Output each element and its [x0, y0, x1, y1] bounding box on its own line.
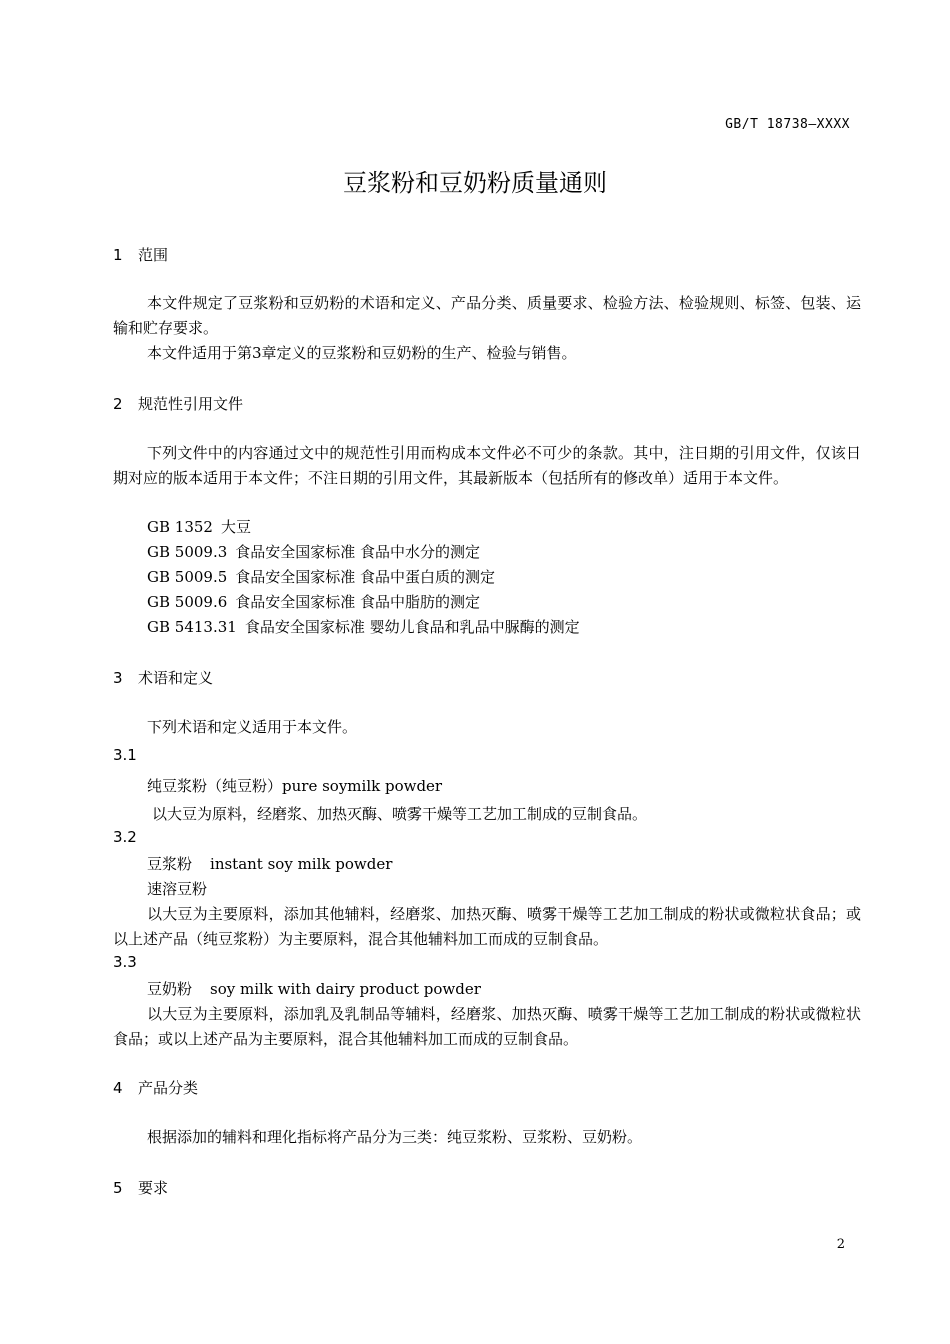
term-alternative: 速溶豆粉 [147, 880, 208, 898]
section-4-heading [113, 1077, 198, 1098]
reference-code: GB 5009.5 [147, 568, 228, 586]
reference-item [147, 616, 580, 637]
term-zh: 豆奶粉 [147, 980, 193, 998]
reference-title: 食品安全国家标准 食品中脂肪的测定 [235, 593, 481, 611]
section-title: 产品分类 [138, 1079, 199, 1097]
term-zh: 纯豆浆粉（纯豆粉） [147, 777, 283, 795]
reference-code: GB 5009.6 [147, 593, 228, 611]
section-4-paragraph: 根据添加的辅料和理化指标将产品分为三类：纯豆浆粉、豆浆粉、豆奶粉。 [147, 1128, 643, 1146]
term-en: pure soymilk powder [282, 777, 443, 795]
reference-item [147, 516, 251, 537]
term-heading [147, 853, 392, 874]
section-number: 1 [113, 246, 123, 264]
section-1-paragraph-2: 本文件适用于第3章定义的豆浆粉和豆奶粉的生产、检验与销售。 [147, 344, 577, 362]
section-number: 4 [113, 1079, 123, 1097]
section-5-heading [113, 1177, 168, 1198]
section-title: 术语和定义 [138, 669, 214, 687]
section-number: 5 [113, 1179, 123, 1197]
term-number: 3.1 [113, 746, 137, 764]
section-2-paragraph: 下列文件中的内容通过文中的规范性引用而构成本文件必不可少的条款。其中，注日期的引用文件，仅该日期对应的版本适用于本文件；不注日期的引用文件，其最新版本（包括所有的修改单）适用于本文件。 [113, 444, 861, 487]
term-number: 3.2 [113, 828, 137, 846]
section-title: 要求 [138, 1179, 169, 1197]
reference-item [147, 566, 495, 587]
reference-item [147, 541, 480, 562]
reference-title: 大豆 [220, 518, 251, 536]
page-number: 2 [836, 1237, 845, 1252]
reference-code: GB 5009.3 [147, 543, 228, 561]
section-number: 2 [113, 395, 123, 413]
document-title: 豆浆粉和豆奶粉质量通则 [343, 169, 607, 197]
reference-title: 食品安全国家标准 婴幼儿食品和乳品中脲酶的测定 [244, 618, 580, 636]
term-heading [147, 775, 442, 796]
term-definition: 以大豆为主要原料，添加乳及乳制品等辅料，经磨浆、加热灭酶、喷雾干燥等工艺加工制成的粉状或微粒状食品；或以上述产品为主要原料，混合其他辅料加工而成的豆制食品。 [113, 1005, 861, 1048]
section-1-paragraph-1: 本文件规定了豆浆粉和豆奶粉的术语和定义、产品分类、质量要求、检验方法、检验规则、标签、包装、运输和贮存要求。 [113, 294, 861, 337]
term-definition: 以大豆为原料，经磨浆、加热灭酶、喷雾干燥等工艺加工制成的豆制食品。 [152, 805, 648, 823]
section-2-heading [113, 393, 243, 414]
standard-code: GB/T 18738—XXXX [725, 117, 850, 132]
reference-item [147, 591, 480, 612]
term-en: soy milk with dairy product powder [210, 980, 481, 998]
term-number: 3.3 [113, 953, 137, 971]
reference-code: GB 5413.31 [147, 618, 237, 636]
section-1-heading [113, 244, 168, 265]
term-definition: 以大豆为主要原料，添加其他辅料，经磨浆、加热灭酶、喷雾干燥等工艺加工制成的粉状或微粒状食品；或以上述产品（纯豆浆粉）为主要原料，混合其他辅料加工而成的豆制食品。 [113, 905, 861, 948]
term-en: instant soy milk powder [210, 855, 393, 873]
section-number: 3 [113, 669, 123, 687]
term-heading [147, 978, 481, 999]
section-3-intro: 下列术语和定义适用于本文件。 [147, 718, 358, 736]
reference-title: 食品安全国家标准 食品中蛋白质的测定 [235, 568, 496, 586]
term-zh: 豆浆粉 [147, 855, 193, 873]
section-title: 规范性引用文件 [138, 395, 244, 413]
section-3-heading [113, 667, 213, 688]
reference-title: 食品安全国家标准 食品中水分的测定 [235, 543, 481, 561]
reference-code: GB 1352 [147, 518, 213, 536]
section-title: 范围 [138, 246, 169, 264]
